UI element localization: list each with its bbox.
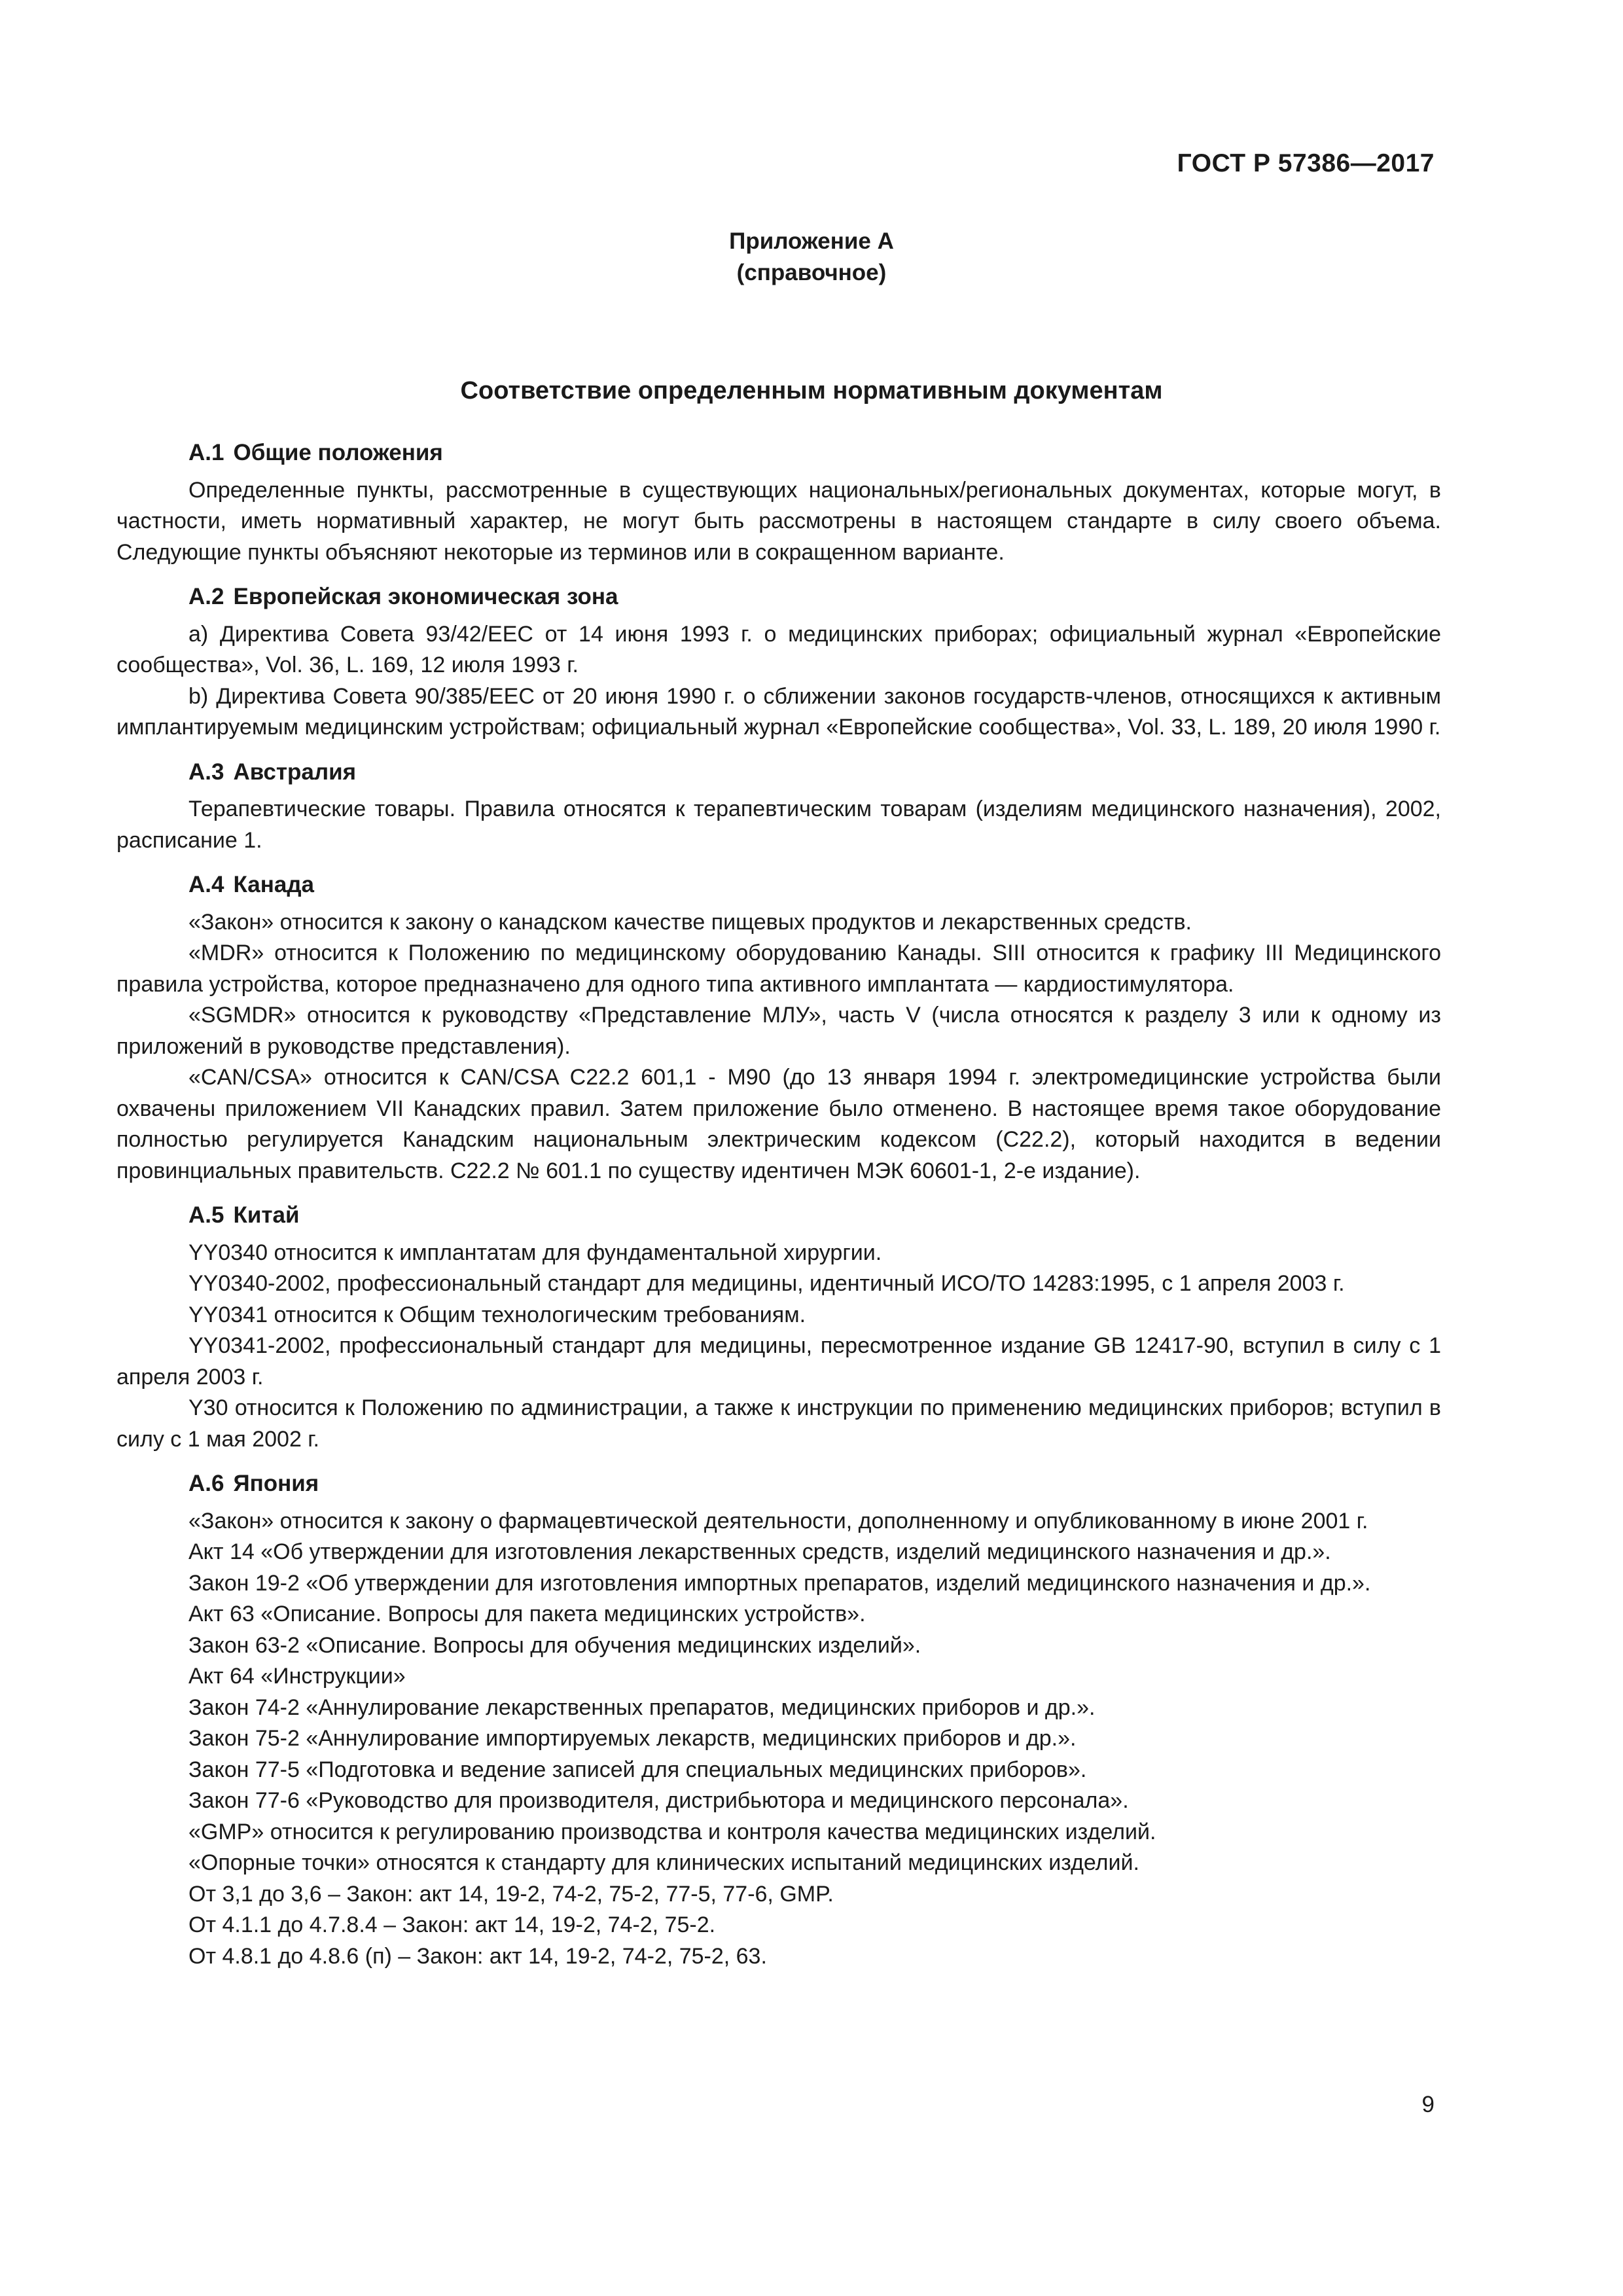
paragraph: Определенные пункты, рассмотренные в существующих национальных/региональных документах, которые могут, в частности, иметь нормативный характер, не могут быть рассмотрены в настоящем стандарте в силу своего объема. Следующие пункты объясняют некоторые из терминов или в сокращенном варианте. xyxy=(116,477,1441,565)
section-number: А.5 xyxy=(188,1202,224,1228)
section-number: А.6 xyxy=(188,1471,224,1496)
annex-title: Приложение А xyxy=(729,228,894,254)
paragraph: «CAN/CSA» относится к CAN/CSA C22.2 601,1 - M90 (до 13 января 1994 г. электромедицинские устройства были охвачены приложением VII Канадских правил. Затем приложение было отменено. В настоящее время такое оборудование полностью регулируется Канадским национальным электрическим кодексом (С22.2), который находится в ведении провинциальных правительств. С22.2 № 601.1 по существу идентичен МЭК 60601-1, 2-е издание). xyxy=(116,1065,1441,1183)
section-heading xyxy=(116,757,1441,788)
section-number: А.1 xyxy=(188,440,224,465)
section-title: Канада xyxy=(233,872,315,897)
paragraph: «GMP» относится к регулированию производства и контроля качества медицинских изделий. xyxy=(188,1819,1156,1844)
paragraph: Закон 19-2 «Об утверждении для изготовления импортных препаратов, изделий медицинского назначения и др.». xyxy=(188,1570,1371,1596)
paragraph: YY0340-2002, профессиональный стандарт для медицины, идентичный ИСО/ТО 14283:1995, с 1 апреля 2003 г. xyxy=(188,1271,1345,1296)
paragraph: Акт 63 «Описание. Вопросы для пакета медицинских устройств». xyxy=(188,1602,866,1626)
section-title: Япония xyxy=(233,1471,319,1496)
section-number: А.2 xyxy=(188,584,224,609)
section-number: А.4 xyxy=(188,872,224,897)
section-title: Общие положения xyxy=(233,440,443,465)
paragraph: Y30 относится к Положению по администрации, а также к инструкции по применению медицинских приборов; вступил в силу с 1 мая 2002 г. xyxy=(116,1395,1441,1452)
paragraph: Закон 63-2 «Описание. Вопросы для обучения медицинских изделий». xyxy=(188,1632,921,1658)
paragraph: Закон 77-5 «Подготовка и ведение записей для специальных медицинских приборов». xyxy=(188,1757,1087,1782)
section-heading xyxy=(116,581,1441,613)
annex-heading xyxy=(0,226,1623,289)
paragraph: YY0341 относится к Общим технологическим требованиям. xyxy=(188,1302,806,1327)
section-heading xyxy=(116,869,1441,901)
paragraph: От 3,1 до 3,6 – Закон: акт 14, 19-2, 74-2, 75-2, 77-5, 77-6, GMP. xyxy=(188,1881,834,1907)
paragraph: Акт 64 «Инструкции» xyxy=(188,1664,406,1689)
paragraph: «Закон» относится к закону о канадском качестве пищевых продуктов и лекарственных средств. xyxy=(188,909,1192,935)
paragraph: YY0341-2002, профессиональный стандарт для медицины, пересмотренное издание GB 12417-90, вступил в силу с 1 апреля 2003 г. xyxy=(116,1333,1441,1390)
paragraph: «SGMDR» относится к руководству «Представление МЛУ», часть V (числа относятся к разделу 3 или к одному из приложений в руководстве представления). xyxy=(116,1003,1441,1059)
section-number: А.3 xyxy=(188,759,224,785)
document-title: Соответствие определенным нормативным документам xyxy=(460,377,1163,404)
section-heading xyxy=(116,437,1441,469)
paragraph: Акт 14 «Об утверждении для изготовления лекарственных средств, изделий медицинского назначения и др.». xyxy=(188,1539,1331,1564)
paragraph: «Опорные точки» относятся к стандарту для клинических испытаний медицинских изделий. xyxy=(188,1850,1139,1875)
page-number: 9 xyxy=(1421,2092,1435,2117)
section-heading xyxy=(116,1468,1441,1499)
paragraph: От 4.8.1 до 4.8.6 (п) – Закон: акт 14, 19-2, 74-2, 75-2, 63. xyxy=(188,1943,767,1969)
paragraph: Терапевтические товары. Правила относятся к терапевтическим товарам (изделиям медицинского назначения), 2002, расписание 1. xyxy=(116,797,1441,853)
annex-status: (справочное) xyxy=(736,260,887,285)
paragraph: «MDR» относится к Положению по медицинскому оборудованию Канады. SIII относится к графику III Медицинского правила устройства, которое предназначено для одного типа активного имплантата — кардиостимулятора. xyxy=(116,941,1441,997)
section-title: Китай xyxy=(233,1202,300,1228)
paragraph: «Закон» относится к закону о фармацевтической деятельности, дополненному и опубликованному в июне 2001 г. xyxy=(188,1508,1368,1534)
section-heading xyxy=(116,1200,1441,1231)
paragraph: a) Директива Совета 93/42/ЕЕС от 14 июня 1993 г. о медицинских приборах; официальный журнал «Европейские сообщества», Vol. 36, L. 169, 12 июля 1993 г. xyxy=(116,621,1441,677)
section-title: Европейская экономическая зона xyxy=(233,584,618,609)
paragraph: YY0340 относится к имплантатам для фундаментальной хирургии. xyxy=(188,1240,882,1265)
document-code: ГОСТ Р 57386—2017 xyxy=(1177,149,1435,177)
section-title: Австралия xyxy=(233,759,357,785)
paragraph: Закон 77-6 «Руководство для производителя, дистрибьютора и медицинского персонала». xyxy=(188,1788,1129,1813)
paragraph: От 4.1.1 до 4.7.8.4 – Закон: акт 14, 19-2, 74-2, 75-2. xyxy=(188,1912,716,1937)
paragraph: Закон 74-2 «Аннулирование лекарственных препаратов, медицинских приборов и др.». xyxy=(188,1695,1096,1720)
paragraph: b) Директива Совета 90/385/ЕЕС от 20 июня 1990 г. о сближении законов государств-членов, относящихся к активным имплантируемым медицинским устройствам; официальный журнал «Европейские сообщества», Vol. 33, L. 189, 20 июля 1990 г. xyxy=(116,683,1441,740)
paragraph: Закон 75-2 «Аннулирование импортируемых лекарств, медицинских приборов и др.». xyxy=(188,1726,1077,1751)
document-body xyxy=(116,437,1441,1972)
